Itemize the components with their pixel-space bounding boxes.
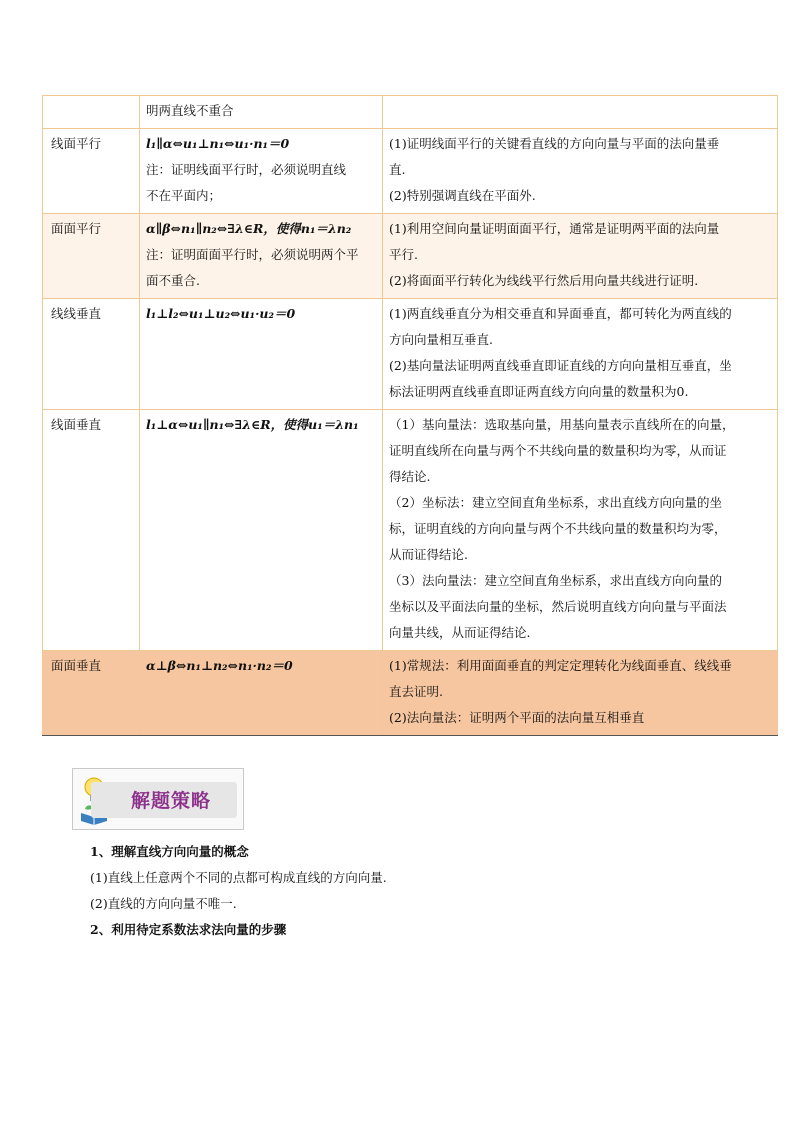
formula-cell: [140, 410, 383, 651]
note-line: （2）坐标法：建立空间直角坐标系，求出直线方向向量的坐: [389, 495, 722, 510]
notes-cell: [383, 96, 778, 129]
note-line: 证明直线所在向量与两个不共线向量的数量积均为零，从而证: [389, 443, 727, 458]
formula-line: l₁∥α⇔u₁⊥n₁⇔u₁·n₁＝0: [146, 136, 290, 151]
formula-cell: [140, 96, 383, 129]
note-line: 得结论.: [389, 469, 431, 484]
note-line: (2)法向量法：证明两个平面的法向量互相垂直: [389, 710, 645, 725]
relation-name-cell: [43, 96, 140, 129]
note-line: 直.: [389, 162, 406, 177]
formula-line: l₁⊥l₂⇔u₁⊥u₂⇔u₁·u₂＝0: [146, 306, 296, 321]
strategy-line-4: 2、利用待定系数法求法向量的步骤: [90, 922, 287, 937]
formula-cell: [140, 214, 383, 299]
notes-cell: [383, 129, 778, 214]
formula-line: 明两直线不重合: [146, 103, 234, 118]
formula-cell: [140, 651, 383, 736]
note-line: (1)利用空间向量证明面面平行，通常是证明两平面的法向量: [389, 221, 720, 236]
note-line: 标法证明两直线垂直即证两直线方向向量的数量积为0.: [389, 384, 689, 399]
notes-cell: [383, 214, 778, 299]
note-line: 平行.: [389, 247, 418, 262]
notes-cell: [383, 651, 778, 736]
comparison-table: [42, 95, 778, 736]
relation-name-cell: [43, 299, 140, 410]
note-line: 标，证明直线的方向向量与两个不共线向量的数量积均为零，: [389, 521, 727, 536]
table-row: [43, 299, 778, 410]
relation-name-cell: [43, 214, 140, 299]
notes-cell: [383, 410, 778, 651]
note-line: （3）法向量法：建立空间直角坐标系，求出直线方向向量的: [389, 573, 722, 588]
formula-cell: [140, 129, 383, 214]
strategy-line-3: (2)直线的方向向量不唯一.: [90, 896, 237, 911]
strategy-line-1: 1、理解直线方向向量的概念: [90, 844, 249, 859]
table-row: [43, 129, 778, 214]
notes-cell: [383, 299, 778, 410]
table-row: [43, 214, 778, 299]
strategy-title-plate: [91, 782, 237, 818]
strategy-banner: [72, 768, 244, 830]
formula-line: α∥β⇔n₁∥n₂⇔∃λ∈R，使得n₁＝λn₂: [146, 221, 352, 236]
note-line: (2)将面面平行转化为线线平行然后用向量共线进行证明.: [389, 273, 699, 288]
formula-line: 注：证明面面平行时，必须说明两个平: [146, 247, 359, 262]
note-line: (1)两直线垂直分为相交垂直和异面垂直，都可转化为两直线的: [389, 306, 732, 321]
relation-name: 面面平行: [51, 221, 102, 236]
strategy-title: 解题策略: [131, 790, 212, 812]
note-line: (2)特别强调直线在平面外.: [389, 188, 536, 203]
relation-name: 面面垂直: [51, 658, 102, 673]
relation-name-cell: [43, 129, 140, 214]
note-line: （1）基向量法：选取基向量，用基向量表示直线所在的向量，: [389, 417, 735, 432]
table-row: [43, 410, 778, 651]
formula-cell: [140, 299, 383, 410]
relation-name: 线面平行: [51, 136, 102, 151]
formula-line: 不在平面内；: [146, 188, 222, 203]
note-line: 坐标以及平面法向量的坐标，然后说明直线方向向量与平面法: [389, 599, 727, 614]
note-line: 方向向量相互垂直.: [389, 332, 493, 347]
strategy-line-2: (1)直线上任意两个不同的点都可构成直线的方向向量.: [90, 870, 387, 885]
note-line: 从而证得结论.: [389, 547, 468, 562]
note-line: (1)证明线面平行的关键看直线的方向向量与平面的法向量垂: [389, 136, 720, 151]
note-line: 直去证明.: [389, 684, 443, 699]
table-row: [43, 96, 778, 129]
note-line: 向量共线，从而证得结论.: [389, 625, 531, 640]
relation-name: 线线垂直: [51, 306, 102, 321]
formula-line: l₁⊥α⇔u₁∥n₁⇔∃λ∈R，使得u₁＝λn₁: [146, 417, 359, 432]
formula-line: 注：证明线面平行时，必须说明直线: [146, 162, 347, 177]
relation-name-cell: [43, 410, 140, 651]
note-line: (2)基向量法证明两直线垂直即证直线的方向向量相互垂直，坐: [389, 358, 732, 373]
relation-name-cell: [43, 651, 140, 736]
note-line: (1)常规法：利用面面垂直的判定定理转化为线面垂直、线线垂: [389, 658, 732, 673]
relation-name: 线面垂直: [51, 417, 102, 432]
formula-line: 面不重合.: [146, 273, 200, 288]
formula-line: α⊥β⇔n₁⊥n₂⇔n₁·n₂＝0: [146, 658, 293, 673]
table-row: [43, 651, 778, 736]
